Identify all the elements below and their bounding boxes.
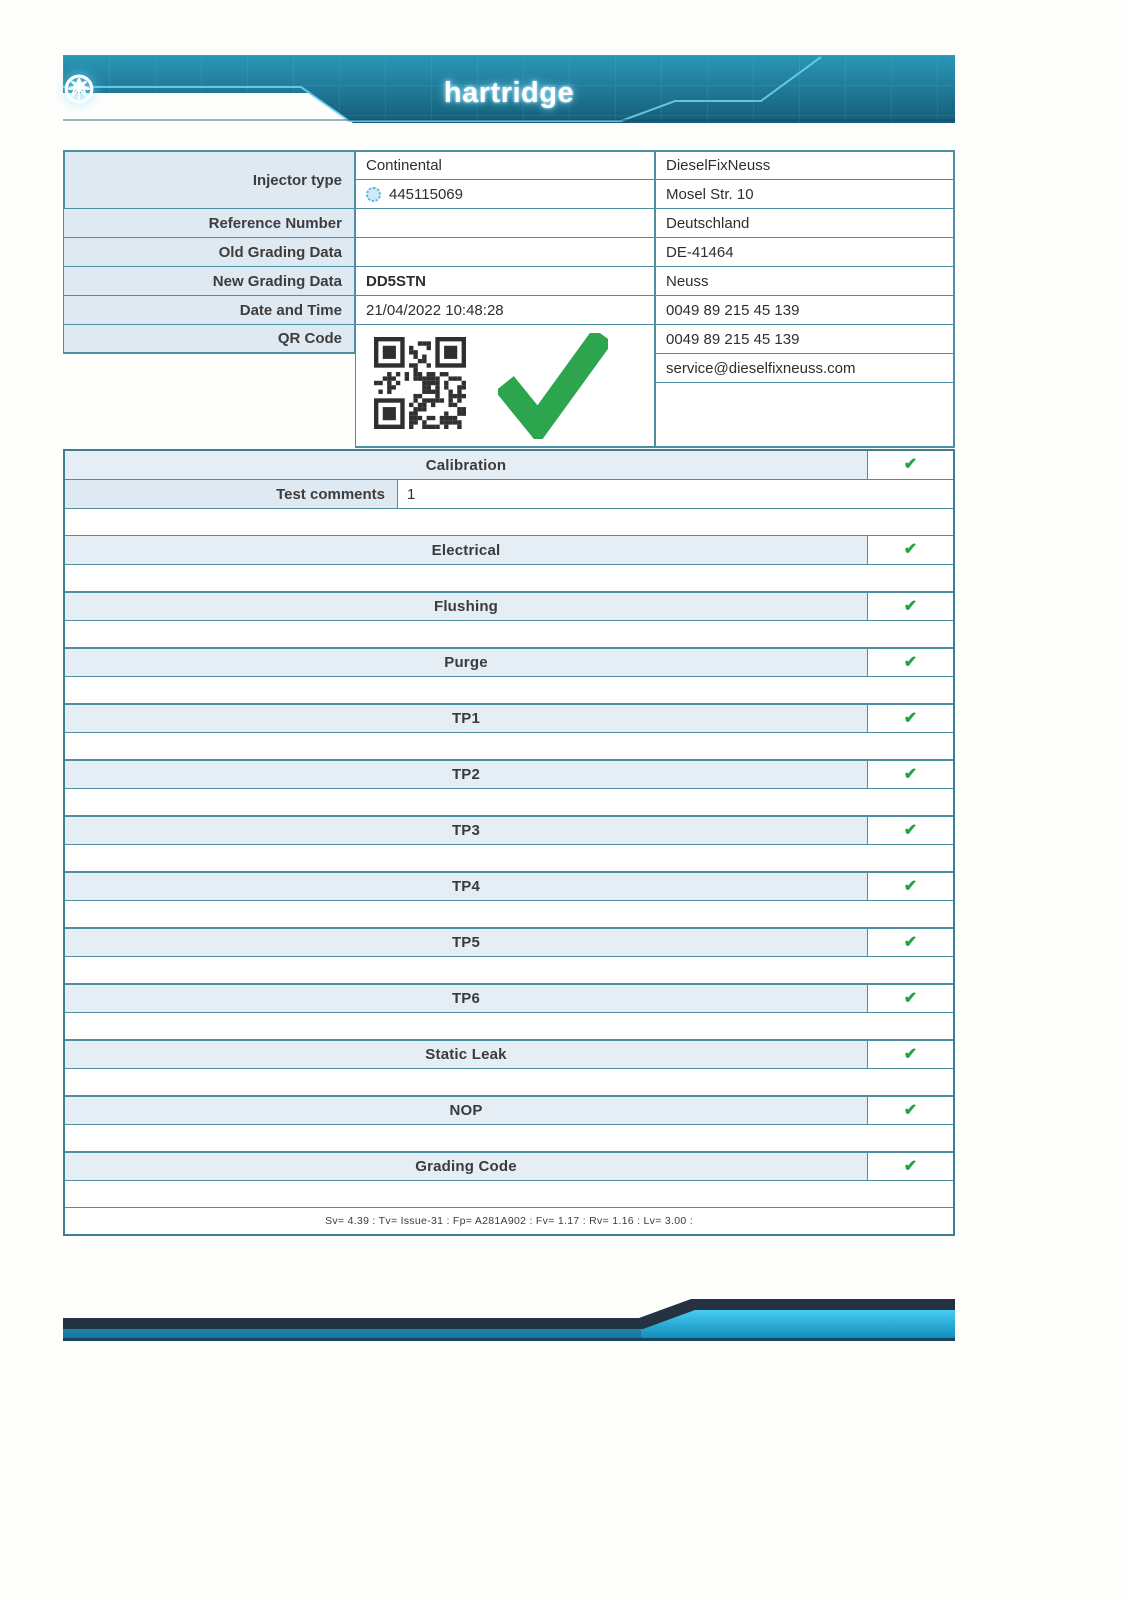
test-section-label: TP5: [65, 929, 867, 956]
test-comments-label: Test comments: [65, 480, 398, 508]
label-new-grading-data: New Grading Data: [63, 266, 355, 296]
test-section-status: [867, 817, 953, 844]
contact-row: [655, 266, 955, 296]
version-info-line: Sv= 4.39 : Tv= Issue-31 : Fp= A281A902 : Fv= 1.17 : Rv= 1.16 : Lv= 3.00 :: [325, 1215, 693, 1227]
test-section-status: [867, 705, 953, 732]
test-section-row: [65, 592, 953, 621]
test-comments-value: 1: [407, 485, 416, 503]
test-section-row-calibration: [65, 451, 953, 480]
spacer-row: [65, 733, 953, 760]
test-section-row: [65, 984, 953, 1013]
pass-check-icon: ✔: [903, 877, 918, 895]
spacer-row: [65, 1125, 953, 1152]
contact-row: [655, 208, 955, 238]
test-section-row: [65, 872, 953, 901]
contact-text: Neuss: [666, 272, 709, 290]
spacer-row: [65, 845, 953, 872]
spacer-row: [65, 1013, 953, 1040]
contact-row: [655, 295, 955, 325]
contact-text: DieselFixNeuss: [666, 157, 771, 174]
test-section-status: [867, 929, 953, 956]
test-section-label: Purge: [65, 649, 867, 676]
spacer-row: [65, 509, 953, 536]
spacer-row: [65, 677, 953, 704]
qr-code-cell: [355, 324, 655, 448]
value-injector-make: Continental: [355, 150, 655, 180]
test-section-label: Static Leak: [65, 1041, 867, 1068]
label-reference-number: Reference Number: [63, 208, 355, 238]
spacer-row: [65, 1181, 953, 1208]
test-section-status: [867, 649, 953, 676]
contact-text: 0049 89 215 45 139: [666, 301, 800, 319]
test-section-row: [65, 928, 953, 957]
spacer-row: [65, 1069, 953, 1096]
test-section-label: TP3: [65, 817, 867, 844]
test-section-status: [867, 1041, 953, 1068]
pass-check-icon: ✔: [903, 933, 918, 951]
contact-text: service@dieselfixneuss.com: [666, 359, 856, 377]
spacer-row: [65, 789, 953, 816]
test-section-status: [867, 593, 953, 620]
hartridge-wheel-icon: [63, 73, 95, 105]
injector-part-icon: [366, 187, 381, 202]
label-qr-code: QR Code: [63, 324, 355, 354]
test-section-row: [65, 648, 953, 677]
value-new-grading-data: DD5STN: [355, 266, 655, 296]
contact-row: [655, 324, 955, 354]
test-section-label: NOP: [65, 1097, 867, 1124]
contact-empty-cell: [655, 382, 955, 448]
contact-row: [655, 237, 955, 267]
test-section-row: [65, 1096, 953, 1125]
spacer-row: [65, 621, 953, 648]
test-section-row: [65, 760, 953, 789]
test-sections: [65, 536, 953, 1208]
test-section-status: [867, 536, 953, 564]
test-section-label: TP6: [65, 985, 867, 1012]
contact-row: [655, 353, 955, 383]
pass-check-icon: ✔: [903, 1157, 918, 1175]
test-section-status: [867, 985, 953, 1012]
qr-code-image: [374, 337, 466, 429]
test-section-row: [65, 536, 953, 565]
pass-check-icon: ✔: [903, 653, 918, 671]
footer-banner: [63, 1295, 955, 1341]
test-section-label: Flushing: [65, 593, 867, 620]
contact-row: [655, 179, 955, 209]
tests-table: [63, 449, 955, 1236]
pass-check-icon: ✔: [903, 597, 918, 615]
label-old-grading-data: Old Grading Data: [63, 237, 355, 267]
value-injector-number: 445115069: [389, 185, 463, 203]
contact-text: DE-41464: [666, 243, 734, 261]
pass-check-icon: ✔: [903, 456, 918, 473]
pass-check-icon: ✔: [903, 1045, 918, 1063]
value-old-grading-data: [355, 237, 655, 267]
test-comments-row: [65, 480, 953, 509]
test-section-row: [65, 1152, 953, 1181]
value-date-and-time: 21/04/2022 10:48:28: [355, 295, 655, 325]
test-section-status: [867, 451, 953, 479]
test-section-row: [65, 1040, 953, 1069]
header-banner: [63, 55, 955, 123]
pass-check-icon: ✔: [903, 821, 918, 839]
test-section-label: TP1: [65, 705, 867, 732]
test-section-label: Grading Code: [65, 1153, 867, 1180]
footer-banner-shape: [63, 1295, 955, 1341]
spacer-row: [65, 957, 953, 984]
pass-check-icon: ✔: [903, 709, 918, 727]
pass-big-check-icon: [498, 333, 608, 439]
hartridge-logo: [63, 73, 955, 113]
contact-text: Mosel Str. 10: [666, 185, 754, 203]
spacer-row: [65, 901, 953, 928]
test-section-label: Electrical: [65, 536, 867, 564]
contact-row: [655, 150, 955, 180]
logo-text: hartridge: [443, 76, 575, 109]
pass-check-icon: ✔: [903, 1101, 918, 1119]
contact-text: 0049 89 215 45 139: [666, 330, 800, 348]
label-injector-type: Injector type: [63, 150, 355, 209]
pass-check-icon: ✔: [903, 989, 918, 1007]
spacer-row: [65, 565, 953, 592]
test-section-status: [867, 1153, 953, 1180]
test-section-label: TP4: [65, 873, 867, 900]
test-section-label: Calibration: [65, 451, 867, 479]
test-section-label: TP2: [65, 761, 867, 788]
test-section-status: [867, 873, 953, 900]
test-section-status: [867, 1097, 953, 1124]
test-section-row: [65, 704, 953, 733]
pass-check-icon: ✔: [903, 541, 918, 558]
value-injector-number-row: [355, 179, 655, 209]
test-section-status: [867, 761, 953, 788]
pass-check-icon: ✔: [903, 765, 918, 783]
injector-info-table: [63, 150, 955, 448]
contact-text: Deutschland: [666, 214, 750, 232]
value-reference-number: [355, 208, 655, 238]
label-date-and-time: Date and Time: [63, 295, 355, 325]
test-section-row: [65, 816, 953, 845]
